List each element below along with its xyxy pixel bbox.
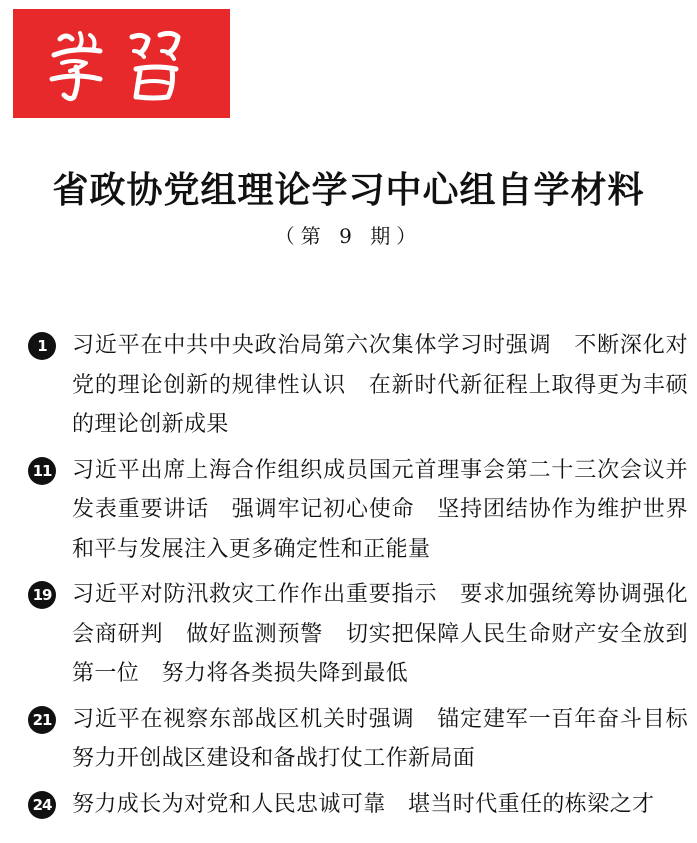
page-number-badge: 24: [28, 791, 56, 819]
toc-item-title: 习近平在视察东部战区机关时强调 锚定建军一百年奋斗目标 努力开创战区建设和备战打仗工作新局面: [72, 706, 696, 771]
xuexi-logo: [13, 9, 230, 118]
page-number-badge: 21: [28, 706, 56, 734]
toc-item[interactable]: [28, 785, 688, 825]
issue-number: （第 9 期）: [274, 224, 423, 248]
toc-item-title: 习近平在中共中央政治局第六次集体学习时强调 不断深化对党的理论创新的规律性认识 在新时代新征程上取得更为丰硕的理论创新成果: [72, 333, 688, 437]
page-number-badge: 11: [28, 457, 56, 485]
toc-item-title: 习近平对防汛救灾工作作出重要指示 要求加强统筹协调强化会商研判 做好监测预警 切实把保障人民生命财产安全放到第一位 努力将各类损失降到最低: [72, 582, 688, 686]
page-number-badge: 19: [28, 581, 56, 609]
toc-item-title: 努力成长为对党和人民忠诚可靠 堪当时代重任的栋梁之才: [72, 791, 655, 817]
toc-item[interactable]: [28, 451, 688, 570]
toc-item-title: 习近平出席上海合作组织成员国元首理事会第二十三次会议并发表重要讲话 强调牢记初心使命 坚持团结协作为维护世界和平与发展注入更多确定性和正能量: [72, 457, 688, 562]
toc-item[interactable]: [28, 700, 696, 779]
page-number-badge: 1: [28, 332, 56, 360]
document-title: 省政协党组理论学习中心组自学材料: [52, 169, 645, 211]
table-of-contents: [28, 326, 696, 830]
toc-item[interactable]: [28, 326, 688, 445]
toc-item[interactable]: [28, 575, 688, 694]
xuexi-calligraphy-logo: [32, 19, 212, 109]
